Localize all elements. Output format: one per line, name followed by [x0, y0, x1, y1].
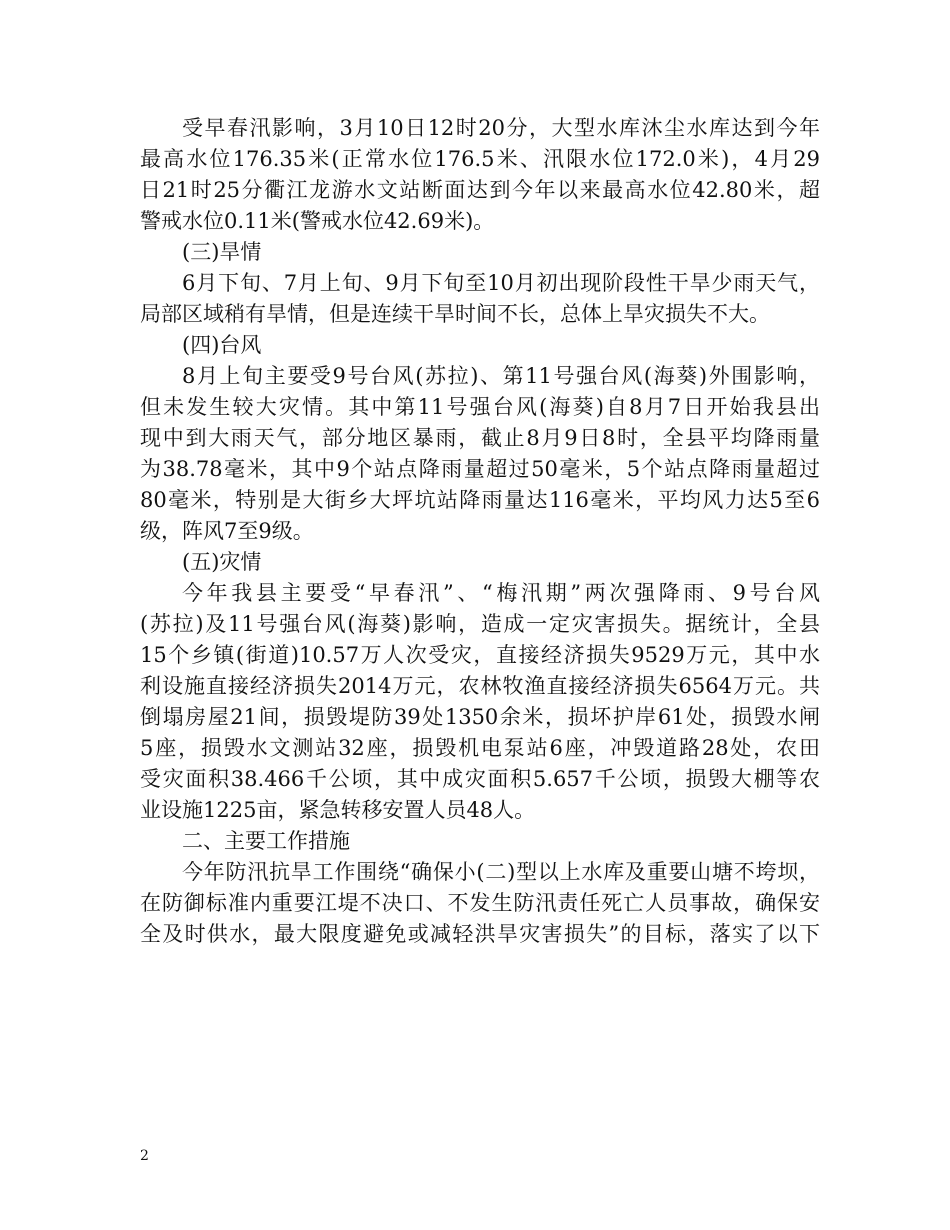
text-line: 为38.78毫米，其中9个站点降雨量超过50毫米，5个站点降雨量超过	[140, 457, 820, 481]
text-line: 15个乡镇(街道)10.57万人次受灾，直接经济损失9529万元，其中水	[140, 643, 820, 667]
text-line: 今年防汛抗旱工作围绕“确保小(二)型以上水库及重要山塘不垮坝，	[182, 860, 820, 884]
text-line: 业设施1225亩，紧急转移安置人员48人。	[140, 798, 536, 822]
page-number: 2	[140, 1148, 149, 1164]
text-line: 最高水位176.35米(正常水位176.5米、汛限水位172.0米)，4月29	[140, 147, 820, 171]
text-line: 警戒水位0.11米(警戒水位42.69米)。	[140, 209, 495, 233]
text-line: 80毫米，特别是大街乡大坪坑站降雨量达116毫米，平均风力达5至6	[140, 488, 820, 512]
text-line: 8月上旬主要受9号台风(苏拉)、第11号强台风(海葵)外围影响，	[182, 364, 820, 388]
text-line: (苏拉)及11号强台风(海葵)影响，造成一定灾害损失。据统计，全县	[140, 612, 820, 636]
text-line: 受早春汛影响，3月10日12时20分，大型水库沐尘水库达到今年	[182, 116, 820, 140]
text-line: 在防御标准内重要江堤不决口、不发生防汛责任死亡人员事故，确保安	[140, 891, 820, 915]
paragraph-drought	[140, 268, 820, 330]
section-heading-drought: (三)旱情	[182, 240, 262, 264]
text-line: 但未发生较大灾情。其中第11号强台风(海葵)自8月7日开始我县出	[140, 395, 820, 419]
text-line: 局部区域稍有旱情，但是连续干旱时间不长，总体上旱灾损失不大。	[140, 302, 770, 326]
text-line: 5座，损毁水文测站32座，损毁机电泵站6座，冲毁道路28处，农田	[140, 736, 820, 760]
text-line: 倒塌房屋21间，损毁堤防39处1350余米，损坏护岸61处，损毁水闸	[140, 705, 820, 729]
section-heading-typhoon: (四)台风	[182, 333, 262, 357]
paragraph-early-spring-flood	[140, 113, 820, 237]
paragraph-typhoon	[140, 361, 820, 547]
text-line: 现中到大雨天气，部分地区暴雨，截止8月9日8时，全县平均降雨量	[140, 426, 820, 450]
document-body	[140, 113, 820, 950]
paragraph-disaster	[140, 578, 820, 826]
text-line: 级，阵风7至9级。	[140, 519, 314, 543]
section-heading-main-measures: 二、主要工作措施	[182, 829, 350, 853]
paragraph-work-measures	[140, 857, 820, 950]
text-line: 全及时供水，最大限度避免或减轻洪旱灾害损失”的目标，落实了以下	[140, 922, 820, 946]
text-line: 6月下旬、7月上旬、9月下旬至10月初出现阶段性干旱少雨天气，	[182, 271, 820, 295]
text-line: 利设施直接经济损失2014万元，农林牧渔直接经济损失6564万元。共	[140, 674, 820, 698]
text-line: 受灾面积38.466千公顷，其中成灾面积5.657千公顷，损毁大棚等农	[140, 767, 820, 791]
text-line: 今年我县主要受“早春汛”、“梅汛期”两次强降雨、9号台风	[182, 581, 820, 605]
section-heading-disaster: (五)灾情	[182, 550, 262, 574]
text-line: 日21时25分衢江龙游水文站断面达到今年以来最高水位42.80米，超	[140, 178, 820, 202]
